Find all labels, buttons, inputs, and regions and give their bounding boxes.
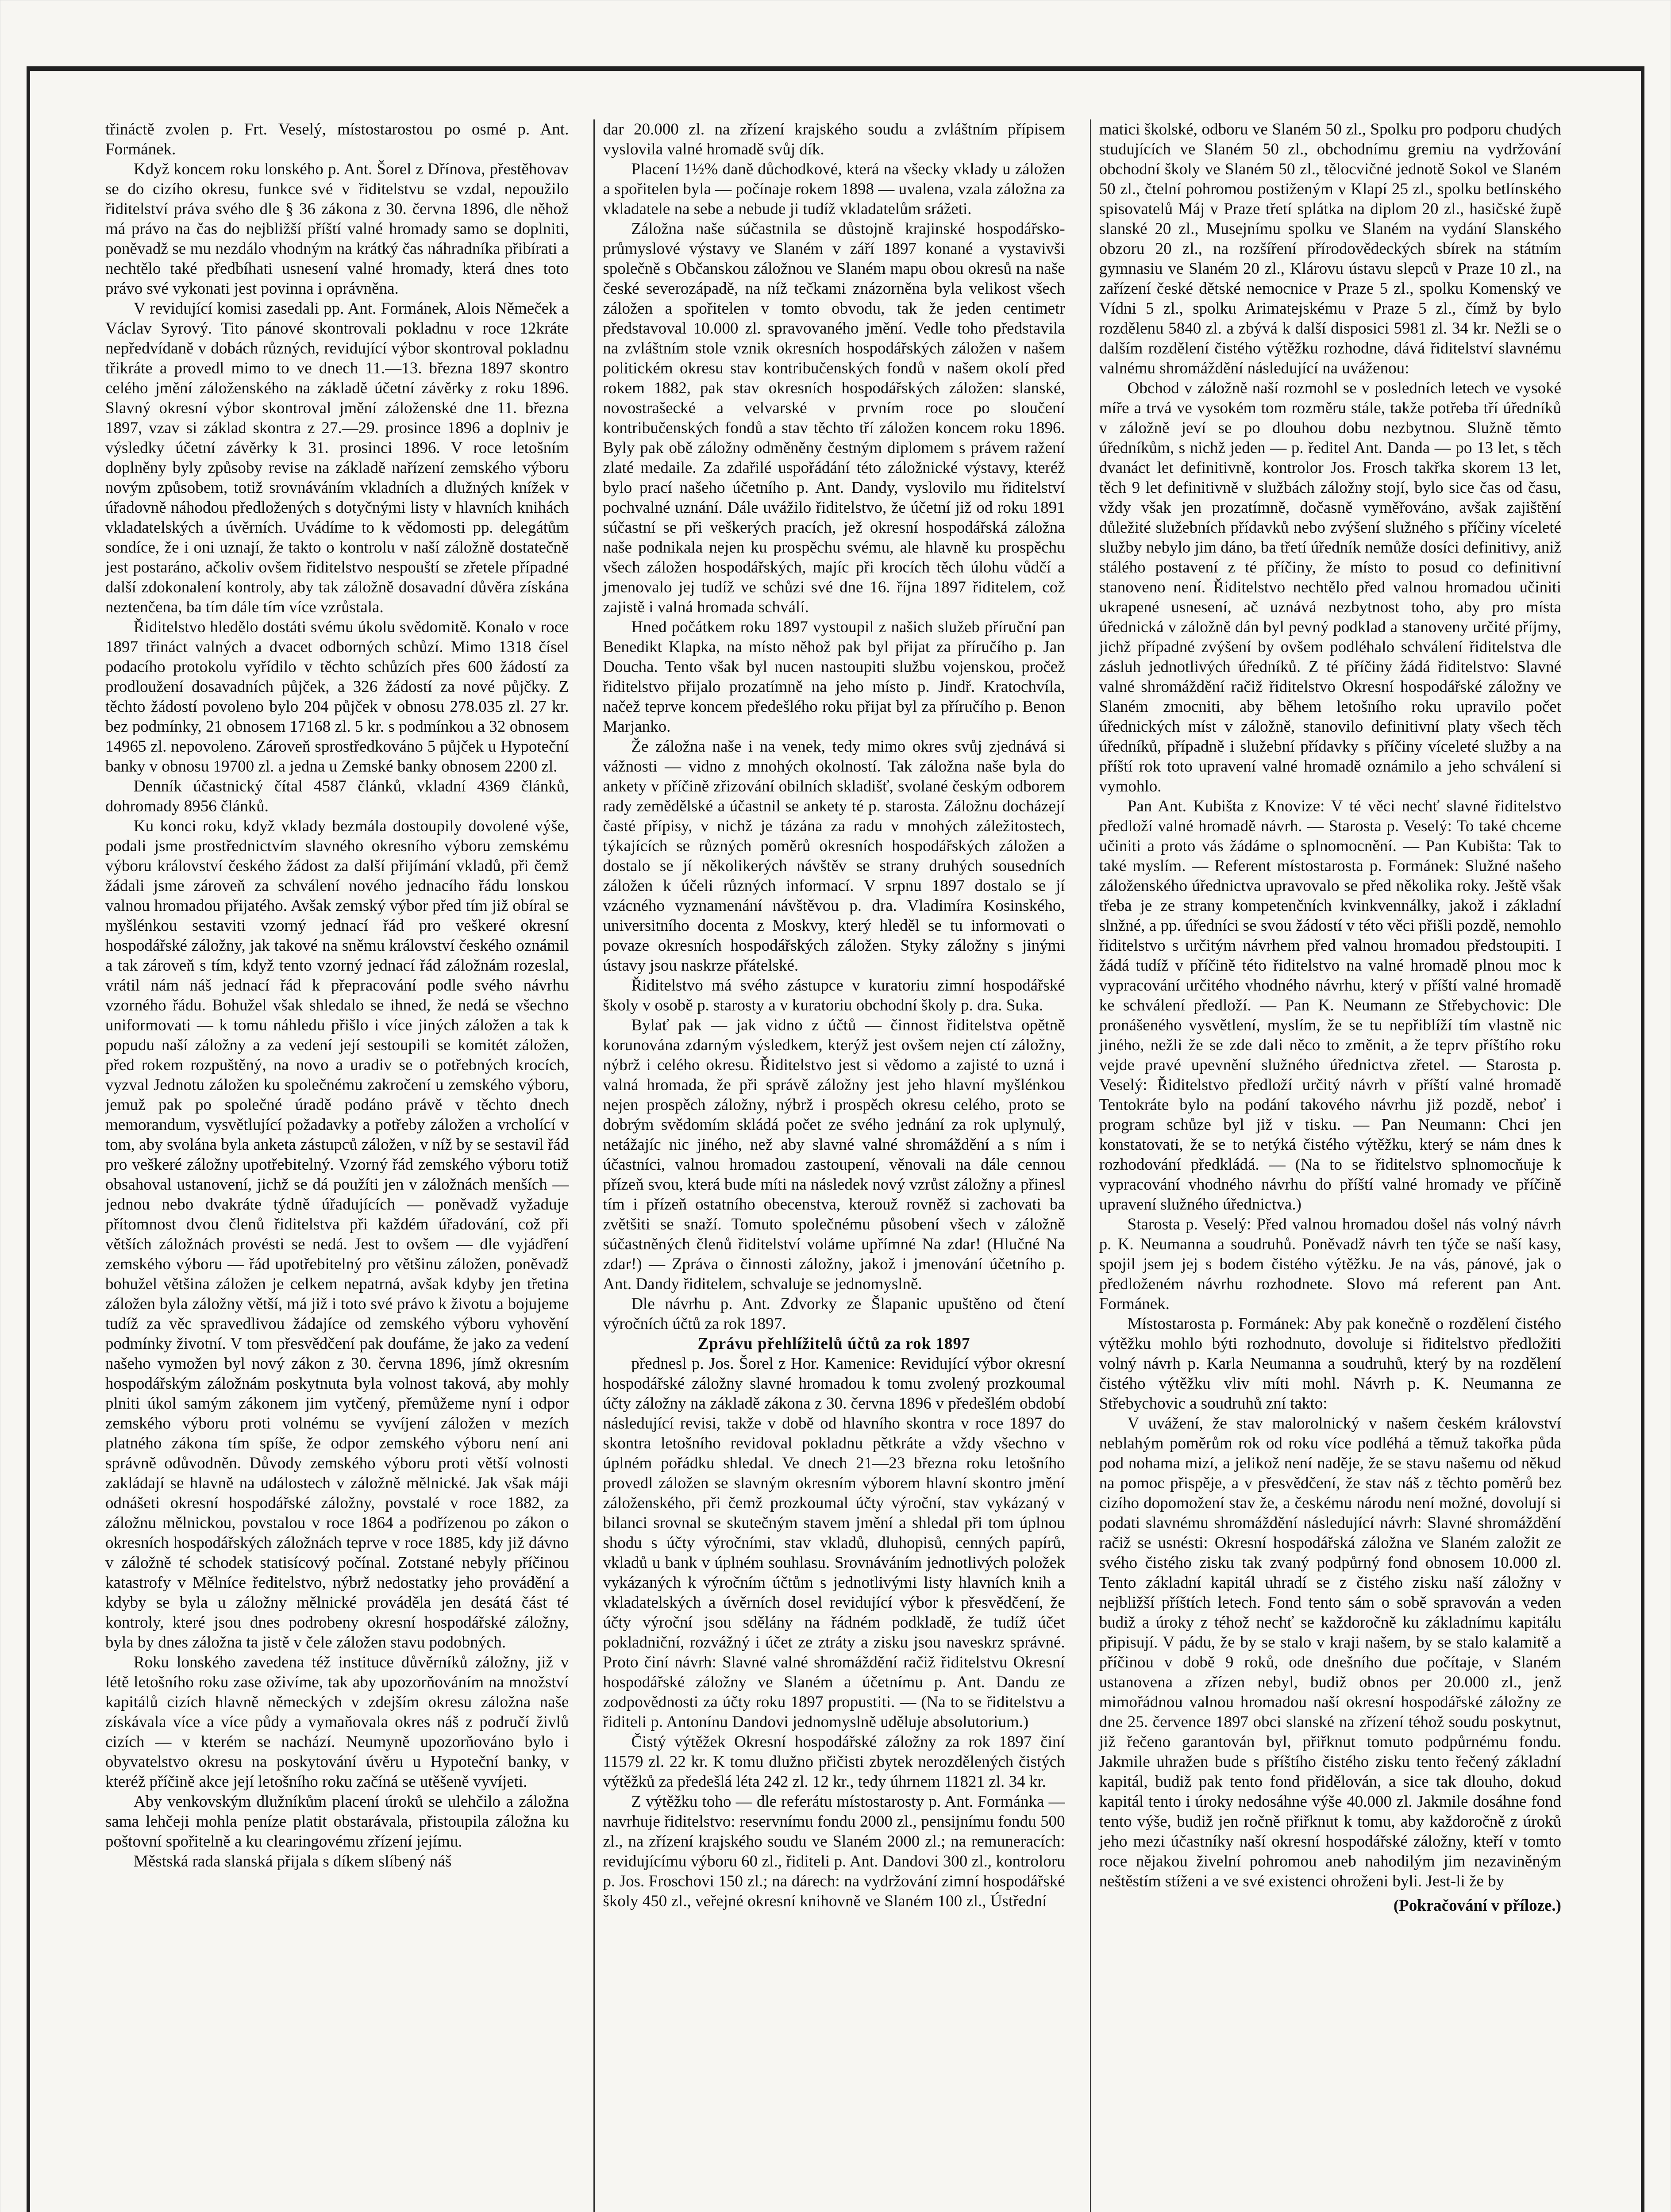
section-heading: Zprávu přehlížitelů účtů za rok 1897 <box>697 1335 970 1353</box>
paragraph: Placení 1½% daně důchodkové, která na všecky vklady u záložen a spořitelen byla — počínaje rokem 1898 — uvalena, vzala záložna za vkladatele na sebe a nebude ji tudíž vkladatelům srážeti. <box>603 160 1065 218</box>
paragraph: Pan Ant. Kubišta z Knovize: V té věci nechť slavné řiditelstvo předloží valné hromadě návrh. — Starosta p. Veselý: To také chceme učiniti a proto vás žádáme o splnomocnění. — Pan Kubišta: Tak to také myslím. — Referent místostarosta p. Formánek: Služné našeho záloženského úřednictva upravovalo se před několika roky. Ještě však třeba je ze strany kompetenčních kvinkvennálky, jakož i základní slnžné, a pp. úředníci se svou žádostí v této věci přišli pozdě, nemohlo řiditelstvo s určitým návrhem před valnou hromadou předstoupiti. I žádá tudíž v příčině této řiditelstvo na valné hromadě plnou moc k vypracování určitého vhodného návrhu, který v příští valné hromadě ke schválení předloží. — Pan K. Neumann ze Střebychovic: Dle pronášeného vysvětlení, myslím, že se tu nepřiblíží tím vlastně nic jiného, nežli že se zde dali něco to změnit, a že teprv příštího roku vejde pravé upevnění služného úřednictva zřetel. — Starosta p. Veselý: Řiditelstvo předloží určitý návrh v příští valné hromadě Tentokráte bylo na podání takového návrhu již pozdě, neboť i program schůze byl již v tisku. — Pan Neumann: Chci jen konstatovati, že se to netýká čistého výtěžku, který se nám dnes k rozhodování předkládá. — (Na to se řiditelstvo splnomocňuje k vypracování vhodného návrhu do příští valné hromady ve příčině upravení služného úřednictva.) <box>1099 797 1561 1214</box>
paragraph: Že záložna naše i na venek, tedy mimo okres svůj zjednává si vážnosti — vidno z mnohých okolností. Tak záložna naše byla do ankety v příčině zřizování obilních skladišť, svolané českým odborem rady zemědělské a účastnil se ankety té p. starosta. Záložnu docházejí časté přípisy, v nichž je tázána za radu v mnohých záležitostech, týkajících se různých poměrů okresních hospodářských záložen a dostalo se jí několikerých návštěv se strany druhých sousedních záložen k účeli různých informací. V srpnu 1897 dostalo se jí vzácného vyznamenání návštěvou p. dra. Vladimíra Kosinského, universitního docenta z Moskvy, který hleděl se tu informovati o povaze okresních hospodářských záložen. Styky záložny s jinými ústavy jsou naskrze přátelské. <box>603 737 1065 975</box>
continuation-note: (Pokračování v příloze.) <box>1393 1897 1561 1915</box>
paragraph: V revidující komisi zasedali pp. Ant. Formánek, Alois Němeček a Václav Syrový. Tito pánové skontrovali pokladnu v roce 12kráte nepředvídaně v dobách různých, revidující výbor skontroval pokladnu třikráte a provedl mimo to ve dnech 11.—13. března 1897 skontro celého jmění záloženského na základě účetní závěrky z roku 1896. Slavný okresní výbor skontroval jmění záloženské dne 11. března 1897, vzav si základ skontra z 27.—29. prosince 1896 a doplniv je výsledky účetní závěrky k 31. prosinci 1896. V roce letošním doplněny byly způsoby revise na základě nařízení zemského výboru novým způsobem, totiž srovnáváním vkladních a dlužných knížek v úřadovně náhodou předložených s dotyčnými listy v hlavních knihách vkladatelských a úvěrních. Uvádíme to k vědomosti pp. delegátům sondíce, že i oni uznají, že takto o kontrolu v naší záložně dostatečně jest postaráno, ačkoliv ovšem řiditelstvo nespouští se zřetele případné další zdokonalení kontroly, aby tak záložně dosavadní důvěra získána neztenčena, ba tím dále tím více vzrůstala. <box>105 300 569 616</box>
paragraph: Když koncem roku lonského p. Ant. Šorel z Dřínova, přestěhovav se do cizího okresu, funkce své v řiditelstvu se vzdal, nepoužilo řiditelství práva svého dle § 36 zákona z 30. června 1896, dle něhož má právo na čas do nejbližší příští valné hromady samo se doplniti, poněvadž se mu nezdálo vhodným na krátký čas náhradníka přibírati a nechtělo také předbíhati usnesení valné hromady, která dnes toto právo své vykonati jest povinna i oprávněna. <box>105 160 569 298</box>
paragraph: Obchod v záložně naší rozmohl se v posledních letech ve vysoké míře a trvá ve vysokém tom rozměru stále, takže potřeba tří úředníků v záložně jeví se po dlouhou dobu nezbytnou. Služně těmto úředníkům, s nichž jeden — p. ředitel Ant. Danda — po 13 let, s těch dvanáct let definitivně, kontrolor Jos. Frosch takřka skorem 13 let, těch 9 let definitivně v službách záložny stojí, bylo sice čas od času, vždy však jen prozatímně, dočasně vyměřováno, avšak zajištění důležité služebních přídavků nebo zvýšení služného s příčiny víceleté služby nebylo jim dáno, ba třetí úředník nemůže dosíci definitivy, aniž stálého postavení z té příčiny, že místo to posud co definitivní stanoveno není. Řiditelstvo nechtělo před valnou hromadou učiniti ukrapené usnesení, ač uznává nezbytnost toho, aby pro místa úřednická v záložně dán byl pevný podklad a stanoveny určité příjmy, jichž případné zvýšení by ovšem podléhalo schválení řiditelstva dle zásluh jednotlivých úředníků. Z té příčiny žádá řiditelstvo: Slavné valné shromáždění račiž řiditelstvo Okresní hospodářské záložny ve Slaném zmocniti, aby během letošního roku upravilo počet úřednických míst v záložně, stanovilo definitivní platy všech těch úředníků, případně i služební přídavky s příčiny víceleté služby a na příští rok toto upravení valné hromadě oznámilo a jeho schválení si vymohlo. <box>1099 379 1561 795</box>
paragraph: Záložna naše súčastnila se důstojně krajinské hospodářsko-průmyslové výstavy ve Slaném v září 1897 konané a vystavivši společně s Občanskou záložnou ve Slaném mapu obou okresů na naše české severozápadě, na níž tečkami znázorněna byla velikost všech záložen a spořitelen v tomto obvodu, tak že jeden centimetr představoval 10.000 zl. spravovaného jmění. Vedle toho představila na zvláštním stole vznik okresních hospodářských záložen v našem politickém okresu stav kontribučenských fondů v našem okolí před rokem 1882, pak stav okresních hospodářských záložen: slanské, novostrašecké a velvarské v prvním roce po sloučení kontribučenských fondů a stav těchto tří záložen koncem roku 1896. Byly pak obě záložny odměněny čestným diplomem s právem ražení zlaté medaile. Za zdařilé uspořádání této záložnické výstavy, kteréž bylo prací našeho účetního p. Ant. Dandy, vyslovilo mu řiditelství pochvalné uznání. Dále uvážilo řiditelstvo, že účetní již od roku 1891 súčastní se při veškerých pracích, jež okresní hospodářská záložna naše podnikala nejen ku prospěchu svému, ale hlavně ku prospěchu všech záložen hospodářských, majíc při krocích těch úlohu vůdčí a jmenovalo jej tudíž ve schůzi své dne 16. října 1897 řiditelem, což zajistě i valná hromada schválí. <box>603 220 1065 616</box>
paragraph: Městská rada slanská přijala s díkem slíbený náš <box>134 1852 452 1870</box>
paragraph: Roku lonského zavedena též instituce důvěrníků záložny, již v létě letošního roku zase oživíme, tak aby upozorňováním na množství kapitálů cizích hlavně německých v zdejším okresu záložna naše získávala více a více půdy a vymaňovala okres náš z područí živlů cizích — v kterém se nachází. Neumyně upozorňováno bylo i obyvatelstvo okresu na poskytování úvěru u Hypoteční banky, v kteréž příčině akce její letošního roku začíná se utěšeně vyvíjeti. <box>105 1653 569 1791</box>
top-border-rule <box>27 66 1644 71</box>
paragraph: Hned počátkem roku 1897 vystoupil z našich služeb příruční pan Benedikt Klapka, na místo něhož pak byl přijat za příručího p. Jan Doucha. Tento však byl nucen nastoupiti službu vojenskou, pročež řiditelstvo přijalo prozatímně na jeho místo p. Jindř. Kratochvíla, načež teprve koncem předešlého roku přijat byl za příručího p. Benon Marjanko. <box>603 618 1065 736</box>
paragraph: Starosta p. Veselý: Před valnou hromadou došel nás volný návrh p. K. Neumanna a soudruhů. Poněvadž návrh ten týče se naší kasy, spojil jsem jej s bodem čistého výtěžku. Je na vás, pánové, jak o předloženém návrhu rozhodnete. Slovo má referent pan Ant. Formánek. <box>1099 1215 1561 1313</box>
column-left <box>97 119 577 2212</box>
column-right <box>1090 119 1569 2212</box>
paragraph: V uvážení, že stav malorolnický v našem českém království neblahým poměrům rok od roku více podléhá a těmuž takořka půda pod nohama mizí, a jelikož není naděje, že se stavu našemu od někud na pomoc přispěje, a v přesvědčení, že stav náš z těchto poměrů bez cizího dopomožení stav že, a českému národu není možné, dovolují si podati slavnému shromáždění následující návrh: Slavné shromáždění račiž se usnésti: Okresní hospodářská záložna ve Slaném založit ze svého čistého zisku tak zvaný podpůrný fond obnosem 10.000 zl. Tento základní kapitál uhradí se z čistého zisku naší záložny v nejbližší příštích letech. Fond tento sám o sobě spravován a veden budiž a úroky z téhož nechť se každoročně ku základnímu kapitálu připisují. V pádu, že by se stalo v kraji našem, by se stalo kalamitě a příčinou v době 9 roků, ode dnešního due počítaje, v Slaném ustanovena a zřízen nebyl, budiž obnos per 20.000 zl., jenž mimořádnou valnou hromadou naší okresní hospodářské záložny ze dne 25. července 1897 obci slanské na zřízení téhož soudu poskytnut, již řečeno garantován byl, přiřknut tomuto podpůrnému fondu. Jakmile uhražen bude s příštího čistého zisku tento řečený základní kapitál, budiž pak tento fond přidělován, a sice tak dlouho, dokud kapitál tento i úroky nedosáhne výše 40.000 zl. Jakmile dosáhne fond tento výše, budiž jen ročně přiřknut k tomu, aby každoročně z úroků jeho mezi účastníky naší okresní hospodářské záložny, kteří v tomto roce nějakou živelní pohromou aneb nahodilým jim nezaviněným neštěstím stíženi a ve své existenci ohroženi byli. Jest-li že by <box>1099 1414 1561 1890</box>
paragraph: Řiditelstvo má svého zástupce v kuratoriu zimní hospodářské školy v osobě p. starosty a v kuratoriu obchodní školy p. dra. Suka. <box>603 976 1065 1014</box>
text-columns <box>97 119 1569 2212</box>
paragraph: Ku konci roku, když vklady bezmála dostoupily dovolené výše, podali jsme prostřednictvím slavného okresního výboru zemskému výboru království českého žádost za další přijímání vkladů, při čemž žádali jsme zároveň za schválení nového jednacího řádu lonskou valnou hromadou přijatého. Avšak zemský výbor před tím již obíral se myšlénkou sestaviti vzorný jednací řád pro veškeré okresní hospodářské záložny, jak takové na sněmu království českého oznámil a tak zároveň s tím, když tento vzorný jednací řád záložnám rozeslal, vrátil nám náš jednací řád k přepracování podle svého návrhu vzorného řádu. Bohužel však shledalo se ihned, že nedá se všechno uniformovati — k tomu náhledu přišlo i více jiných záložen a tak k popudu naší záložny a za vedení její sestoupili se komitét záložen, před rokem rozpuštěný, na novo a uradiv se o potřebných krocích, vyzval Jednotu záložen ku společnému zakročení u zemského výboru, jemuž pak po společné úradě podáno právě v těchto dnech memorandum, vysvětlující požadavky a potřeby záložen a vrcholící v tom, aby svolána byla anketa zástupců záložen, v níž by se sestavil řád pro veškeré záložny upotřebitelný. Vzorný řád zemského výboru totiž obsahoval ustanovení, jichž se dá použíti jen v záložnách menších — jednou nebo dvakráte týdně úřadujících — poněvadž vyžaduje přítomnost dvou členů řiditelstva při každém úřadování, což při větších záložnách provésti se nedá. Jest to ovšem — dle vyjádření zemského výboru — řád upotřebitelný pro většinu záložen, poněvadž bohužel většina záložen je celkem nepatrná, avšak kdyby jen třetina záložen byla záložny větší, má již i toto své právo k životu a bojujeme tudíž za věc spravedlivou žádajíce od zemského výboru vyhovění podmínky životní. V tom přesvědčení pak doufáme, že jako za vedení našeho vymožen byl nový zákon z 30. června 1896, jímž okresním hospodářským záložnám poskytnuta byla volnost taková, aby mohly plniti úkol samým zákonem jim vytčený, přemůžeme nyní i odpor zemského výboru proti volnému se vyvíjení záložen v mezích platného zákona tím spíše, že odpor zemského výboru není ani správně odůvodněn. Důvody zemského výboru proti větší volnosti zakládají se hlavně na událostech v záložně mělnické. Jak však máji odnášeti okresní hospodářské záložny, povstalé v roce 1882, za záložnu mělnickou, povstalou v roce 1864 a podřízenou po zákon o okresních hospodářských záložnách teprve v roce 1885, kdy již dávno v záložně té schodek statisícový počínal. Zotstané nebyly příčinou katastrofy v Mělníce ředitelstvo, nýbrž nedostatky jeho provádění a kdyby se byla u záložny mělnické prováděla jen desátá část té kontroly, které jsou dnes podrobeny okresní hospodářské záložny, byla by dnes záložna ta jistě v čele záložen stavu podobných. <box>105 817 569 1651</box>
paragraph: Dle návrhu p. Ant. Zdvorky ze Šlapanic upuštěno od čtení výročních účtů za rok 1897. <box>603 1295 1065 1333</box>
paragraph: Řiditelstvo hledělo dostáti svému úkolu svědomitě. Konalo v roce 1897 třináct valných a dvacet odborných schůzí. Mimo 1318 čísel podacího protokolu vyřídilo v těchto schůzích přes 600 žádostí za prodloužení dosavadních půjček, a 326 žádostí za nové půjčky. Z těchto žádostí povoleno bylo 204 půjček v obnosu 278.035 zl. 27 kr. bez podmínky, 21 obnosem 17168 zl. 5 kr. s podmínkou a 32 obnosem 14965 zl. nepovoleno. Zároveň sprostředkováno 5 půjček u Hypoteční banky v obnosu 19700 zl. a jedna u Zemské banky obnosem 2200 zl. <box>105 618 569 776</box>
paragraph: Aby venkovským dlužníkům placení úroků se ulehčilo a záložna sama lehčeji mohla peníze platit obstarávala, přistoupila záložna ku poštovní spořitelně a ku clearingovému zřízení jejímu. <box>105 1793 569 1851</box>
paragraph: přednesl p. Jos. Šorel z Hor. Kamenice: Revidující výbor okresní hospodářské záložny slavné hromadou k tomu zvolený prozkoumal účty záložny na základě zákona z 30. června 1896 v předešlém období následující revisi, takže v době od hlavního skontra v roce 1897 do skontra letošního revidoval pokladnu pětkráte a vždy všechno v úplném pořádku shledal. Ve dnech 21—23 března roku letošního provedl záložen se slavným okresním výborem hlavní skontro jmění záloženského, při čemž prozkoumal účty výroční, stav vykázaný v bilanci srovnal se skutečným stavem jmění a shledal při tom úplnou shodu s účty výročními, stav vkladů, dluhopisů, cenných papírů, vkladů u bank v úplném souhlasu. Srovnáváním jednotlivých položek vykázaných k výročním účtům s jednotlivými listy hlavních knih a vkladatelských a úvěrních dosel revidující výbor k přesvědčení, že účty výroční jsou sdělány na řádném podkladě, že tudíž účet pokladniční, rozvážný i účet ze ztráty a zisku jsou naveskrz správné. Proto činí návrh: Slavné valné shromáždění račiž řiditelstvu Okresní hospodářské záložny ve Slaném a účetnímu p. Ant. Dandu ze zodpovědnosti za účty roku 1897 propustiti. — (Na to se řiditelstvu a řiditeli p. Antonínu Dandovi jednomyslně uděluje absolutorium.) <box>603 1355 1065 1731</box>
left-border-rule <box>27 66 30 2212</box>
paragraph: Z výtěžku toho — dle referátu místostarosty p. Ant. Formánka — navrhuje řiditelstvo: reservnímu fondu 2000 zl., pensijnímu fondu 500 zl., na zřízení krajského soudu ve Slaném 2000 zl.; na remuneracích: revidujícímu výboru 60 zl., řiditeli p. Ant. Dandovi 300 zl., kontroloru p. Jos. Froschovi 150 zl.; na dárech: na vydržování zimní hospodářské školy 450 zl., veřejné okresní knihovně ve Slaném 100 zl., Ústřední <box>603 1793 1065 1910</box>
column-middle <box>593 119 1073 2212</box>
paragraph: matici školské, odboru ve Slaném 50 zl., Spolku pro podporu chudých studujících ve Slaném 50 zl., obchodnímu gremiu na vydržování obchodní školy ve Slaném 50 zl., tělocvičné jednotě Sokol ve Slaném 50 zl., čtelní pohromou postiženým v Klapí 25 zl., spolku betlínského spisovatelů Máj v Praze třetí splátka na diplom 20 zl., hasičské župě slanské 20 zl., Musejnímu spolku ve Slaném na vydání Slanského obzoru 20 zl., na rozšíření přírodovědeckých sbírek na státním gymnasiu ve Slaném 20 zl., Klárovu ústavu slepců v Praze 10 zl., na zařízení české dětské nemocnice v Praze 5 zl., spolku Komenský ve Vídni 5 zl., spolku Arimatejskému v Praze 5 zl., čímž by bylo rozdělenu 5840 zl. a zbývá k další disposici 5981 zl. 34 kr. Nežli se o dalším rozdělení čistého výtěžku rozhodne, dává řiditelství slavnému valnému shromáždění následující na uváženou: <box>1099 120 1561 377</box>
paragraph: Denník účastnický čítal 4587 článků, vkladní 4369 článků, dohromady 8956 článků. <box>105 777 569 815</box>
paragraph: Bylať pak — jak vidno z účtů — činnost řiditelstva opětně korunována zdarným výsledkem, kterýž jest ovšem nejen ctí záložny, nýbrž i celého okresu. Řiditelstvo jest si vědomo a zajisté to uzná i valná hromada, že při správě záložny jest jeho hlavní myšlénkou nejen prospěch záložny, nýbrž i prospěch okresu celého, proto se dobrým svědomím skládá počet ze svého jednání za rok uplynulý, netážajíc nic jiného, než aby slavné valné shromáždění a s ním i účastníci, valnou hromadou zastoupení, věnovali na dále cennou přízeň svou, která bude míti na následek nový vzrůst záložny a přinesl tím i přízeň ostatního obecenstva, kterouž rovněž si zachovati ba zvětšiti se snaží. Tomuto společnému působení všech v záložně súčastněných členů řiditelství voláme upřímné Na zdar! (Hlučné Na zdar!) — Zpráva o činnosti záložny, jakož i jmenování účetního p. Ant. Dandy řiditelem, schvaluje se jednomyslně. <box>603 1016 1065 1293</box>
paragraph: třináctě zvolen p. Frt. Veselý, místostarostou po osmé p. Ant. Formánek. <box>105 120 569 158</box>
right-border-rule <box>1641 66 1644 2212</box>
paragraph: dar 20.000 zl. na zřízení krajského soudu a zvláštním přípisem vyslovila valné hromadě svůj dík. <box>603 120 1065 158</box>
paragraph: Místostarosta p. Formánek: Aby pak konečně o rozdělení čistého výtěžku mohlo býti rozhodnuto, dovoluje si řiditelstvo předložiti volný návrh p. Karla Neumanna a soudruhů, který by na rozdělení čistého výtěžku vliv míti mohl. Návrh p. K. Neumanna ze Střebychovic a soudruhů zní takto: <box>1099 1315 1561 1413</box>
paragraph: Čistý výtěžek Okresní hospodářské záložny za rok 1897 činí 11579 zl. 22 kr. K tomu dlužno přičisti zbytek nerozdělených čistých výtěžků za předešlá léta 242 zl. 12 kr., tedy úhrnem 11821 zl. 34 kr. <box>603 1733 1065 1791</box>
